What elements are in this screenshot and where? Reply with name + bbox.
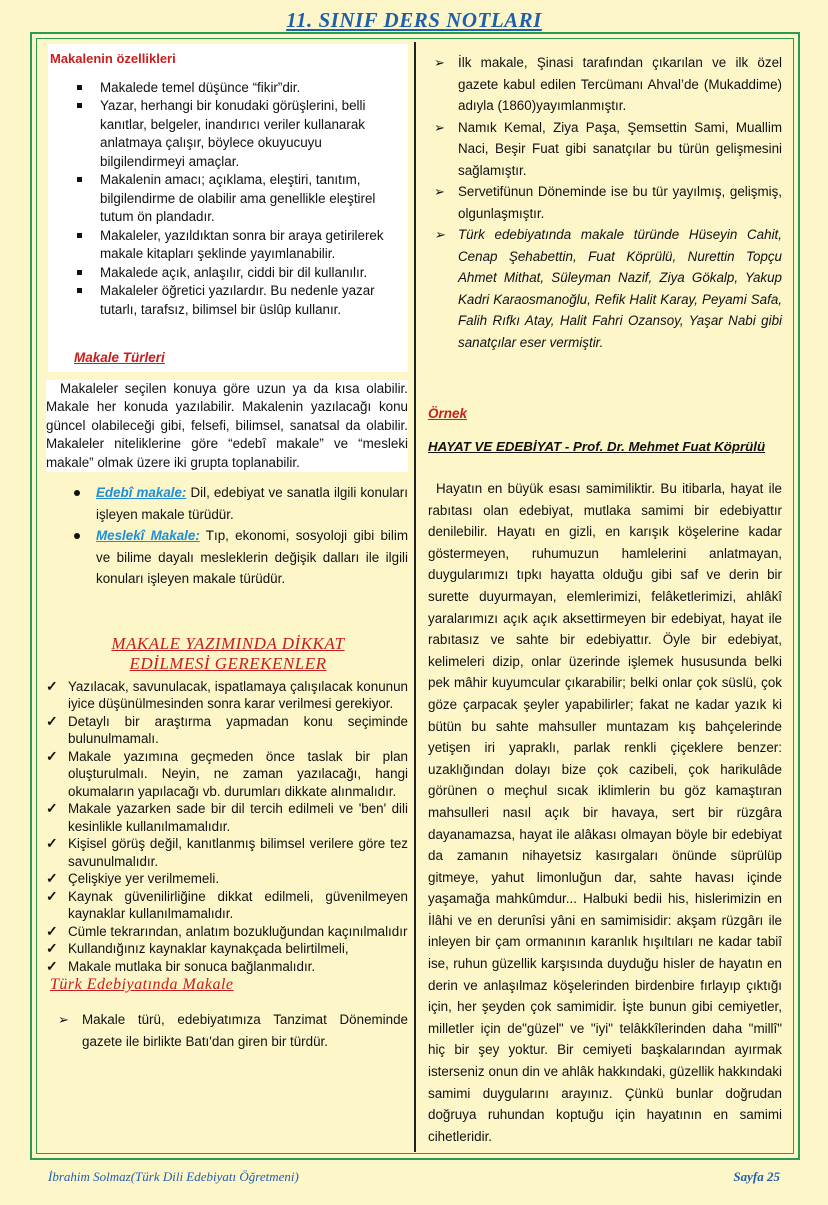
types-box [48, 341, 408, 372]
list-item [48, 482, 408, 525]
list-item: ✓ Kaynak güvenilirliğine dikkat edilmeli, güvenilmeyen kaynaklar kullanılmamalıdır. [42, 888, 408, 923]
history-list [428, 52, 782, 353]
list-item: ➢ Namık Kemal, Ziya Paşa, Şemsettin Sami, Muallim Naci, Beşir Fuat gibi sanatçılar bu türün gelişmesini sağlamıştır. [428, 117, 782, 182]
left-column [48, 44, 408, 1052]
types-heading: Makale Türleri [74, 350, 165, 365]
page-title: 11. SINIF DERS NOTLARI [286, 8, 542, 32]
list-item: ✓ Makale yazarken sade bir dil tercih edilmeli ve 'ben' dili kesinlikle kullanılmamalıdır. [42, 800, 408, 835]
list-item [48, 525, 408, 590]
list-item: ✓ Cümle tekrarından, anlatım bozukluğundan kaçınılmalıdır [42, 923, 408, 941]
turk-edebiyati-heading: Türk Edebiyatında Makale [50, 976, 234, 993]
edebi-makale-term: Edebî makale: [96, 485, 187, 500]
features-box [48, 44, 408, 341]
types-list [48, 482, 408, 590]
list-item: ✓ Yazılacak, savunulacak, ispatlamaya çalışılacak konunun iyice düşünülmesinden sonra karar verilmesi gerekiyor. [42, 678, 408, 713]
footer-page-number: Sayfa 25 [733, 1169, 780, 1184]
list-item: Makaleler öğretici yazılardır. Bu nedenle yazar tutarlı, tarafsız, bilimsel bir üslûp kullanır. [48, 282, 408, 319]
list-item: ➢ İlk makale, Şinasi tarafından çıkarılan ve ilk özel gazete kabul edilen Tercümanı Ahval’de (Mukaddime) adıyla (1860)yayımlanmıştır. [428, 52, 782, 117]
mesleki-makale-term: Meslekî Makale: [96, 528, 200, 543]
list-item: ✓ Makale yazımına geçmeden önce taslak bir plan oluşturulmalı. Neyin, ne zaman yazılacağı, hangi okumaların yapılacağı vb. durumları dikkate alınmalıdır. [42, 748, 408, 801]
list-item: Makaleler, yazıldıktan sonra bir araya getirilerek makale kitapları şeklinde yayımlanabilir. [48, 227, 408, 264]
list-item: Makalenin amacı; açıklama, eleştiri, tanıtım, bilgilendirme de olabilir ama genellikle eleştirel tutum ön plandadır. [48, 171, 408, 227]
features-heading: Makalenin özellikleri [50, 51, 176, 66]
list-item: Yazar, herhangi bir konudaki görüşlerini, belli kanıtlar, belgeler, inandırıcı veriler kullanarak anlatmaya çalışır, böylece okuyucuyu bilgilendirmeyi amaçlar. [48, 97, 408, 171]
list-item [428, 224, 782, 353]
list-item: ✓ Kullandığınız kaynaklar kaynakçada belirtilmeli, [42, 940, 408, 958]
warning-heading [48, 634, 408, 674]
right-column [428, 44, 782, 1147]
list-item: Makalede temel düşünce “fikir”dir. [48, 79, 408, 98]
list-item: ➢ Servetifünun Döneminde ise bu tür yayılmış, gelişmiş, olgunlaşmıştır. [428, 181, 782, 224]
list-item: ✓ Çelişkiye yer verilmemeli. [42, 870, 408, 888]
example-text-body: Hayatın en büyük esası samimiliktir. Bu itibarla, hayat ile rabıtası olan edebiyat, mutlaka samimi bir edebiyattır denilebilir. Hayatı en gizli, en karışık köşelerine kadar göstermeyen, ruhumuzun hamlelerini anlatmayan, duygularımızı tıpkı hayatta olduğu gibi saf ve derin bir surette duyurmayan, elemlerimizi, felâketlerimizi, ahlâkî yaralarımızı açık açık aksettirmeyen bir edebiyat, hayat ile rabıtasız ve sahte bir edebiyattır. Öyle bir edebiyat, kelimeleri dizip, onlar üzerinde işlemek hususunda belki pek mâhir kuyumcular çıkarabilir; belki onlar çok süslü, çok göze çarpacak şeyler yapabilirler; fakat ne kadar yazık ki bütün bu sahte mahsuller muntazam kış bahçelerinde yetişen iri yapraklı, parlak renkli çiçeklere benzer: uzaklığından dolayı bize çok cazibeli, çok harikulâde görünen o meçhul sıcak iklimlerin bu göz kamaştıran mahsulleri nasıl açık bir havaya, sert bir rüzgâra dayanamazsa, hayat ile alâkası olmayan böyle bir edebiyat da zamanın nihayetsiz kasırgaları önünde süprülüp gitmeye, yahut limonluğun dar, sahte havası içinde yaşamağa mahkûmdur... Halbuki bedii his, hislerimizin en İlâhi ve en derunîsi yâni en samimisidir: akşam rüzgârı ile inleyen bir çam ormanının karanlık hışıltıları ne kadar tabiî ise, ruhun güzellik karşısında duyduğu hisler de hayatın en derin ve anlaşılmaz köşelerinden birdenbire fırlayıp çıktığı için, her şeyden çok samimidir. İşte bunun gibi cemiyetler, milletler için de"güzel" ve "iyi" telâkkîlerinden daha "millî" hiç bir şey yoktur. Bir cemiyeti başkalarından ayırmak isterseniz onun din ve ahlâk hakkındaki, güzellik hakkındaki samimi duygularını arayınız. Çünkü bunlar doğrudan doğruya ruhundan koptuğu için hayatının en samimi cihetleridir. [428, 481, 782, 1144]
list-item: ➢ Makale türü, edebiyatımıza Tanzimat Döneminde gazete ile birlikte Batı'dan giren bir türdür. [52, 1009, 408, 1052]
warning-heading-line2: EDİLMESİ GEREKENLER [129, 653, 327, 673]
list-item: ✓ Makale mutlaka bir sonuca bağlanmalıdır. [42, 958, 408, 976]
authors-text: Türk edebiyatında makale türünde Hüseyin Cahit, Cenap Şehabettin, Fuat Köprülü, Nurettin Topçu Ahmet Mithat, Süleyman Nazif, Ziya Gökalp, Yakup Kadri Karaosmanoğlu, Refik Halit Karay, Peyami Safa, Falih Rıfkı Atay, Halit Fahri Ozansoy, Yaşar Nabi gibi sanatçılar eser vermiştir. [458, 227, 782, 350]
example-label [428, 405, 782, 424]
list-item: ✓ Detaylı bir araştırma yapmadan konu seçiminde bulunulmamalı. [42, 713, 408, 748]
mesleki-makale-desc: Tıp, ekonomi, sosyoloji gibi bilim ve bilime dayalı mesleklerin değişik dalları ile ilgili konuları işleyen makale türüdür. [96, 528, 408, 586]
example-label-text: Örnek [428, 406, 468, 421]
warning-heading-line1: MAKALE YAZIMINDA DİKKAT [111, 633, 345, 653]
types-paragraph-text: Makaleler seçilen konuya göre uzun ya da kısa olabilir. Makale her konuda yazılabilir. Makalenin yazılacağı konu güncel olabileceği gibi, felsefi, bilimsel, sanatsal da olabilir. Makaleler niteliklerine göre “edebî makale” ve “mesleki makale” olmak üzere iki grupta toplanabilir. [46, 380, 408, 470]
types-paragraph [46, 380, 408, 473]
features-list [48, 79, 408, 320]
list-item: Makalede açık, anlaşılır, ciddi bir dil kullanılır. [48, 264, 408, 283]
list-item: ✓ Kişisel görüş değil, kanıtlanmış bilimsel verilere göre tez savunulmalıdır. [42, 835, 408, 870]
edebi-makale-desc: Dil, edebiyat ve sanatla ilgili konuları işleyen makale türüdür. [96, 485, 408, 522]
turk-list [48, 1009, 408, 1052]
example-title: HAYAT VE EDEBİYAT - Prof. Dr. Mehmet Fuat Köprülü [428, 438, 766, 454]
example-text [428, 478, 782, 1147]
warnings-list [42, 678, 408, 976]
column-divider [414, 42, 416, 1152]
footer-author: İbrahim Solmaz(Türk Dili Edebiyatı Öğretmeni) [48, 1169, 299, 1184]
